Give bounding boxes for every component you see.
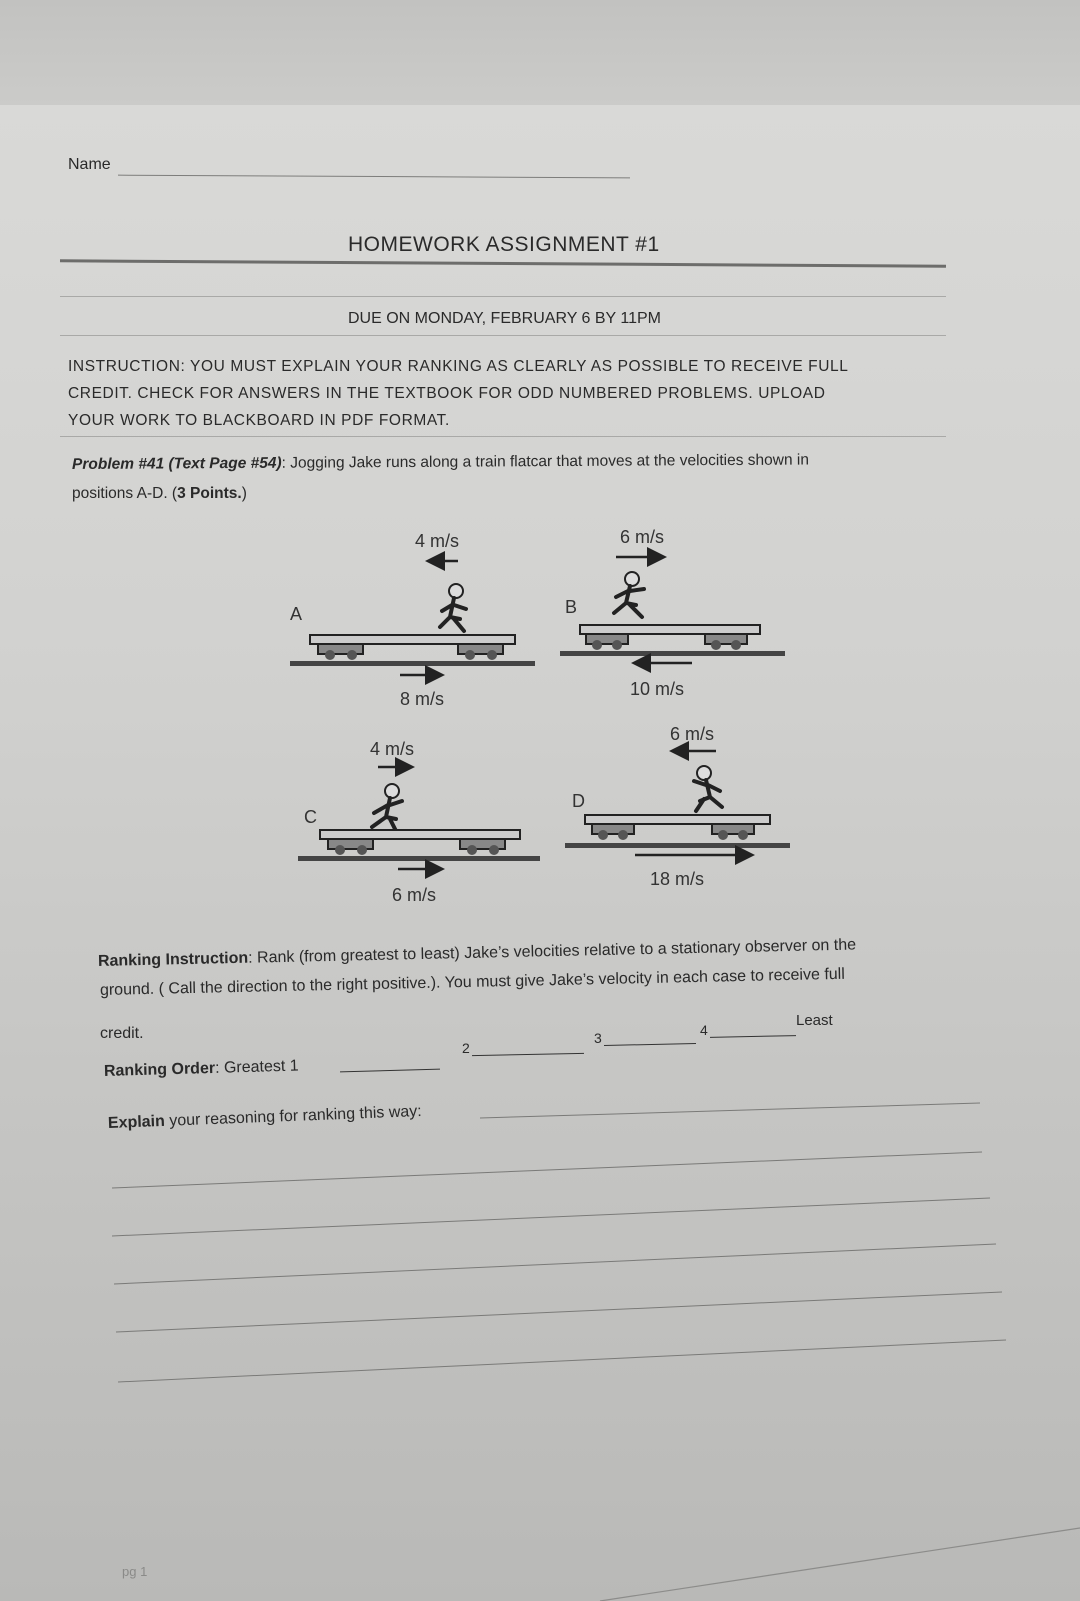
- flatcar-a: [290, 635, 535, 666]
- car-speed-a: 8 m/s: [400, 689, 445, 709]
- due-date: DUE ON MONDAY, FEBRUARY 6 BY 11PM: [348, 310, 661, 327]
- instruction-rule: [60, 436, 946, 437]
- jogger-b: [614, 572, 644, 617]
- explain-prompt: Explain your reasoning for ranking this way:: [107, 1102, 422, 1132]
- jake-speed-b: 6 m/s: [620, 527, 665, 547]
- ranking-instruction-label: Ranking Instruction: [97, 949, 249, 970]
- letter-a: A: [290, 604, 303, 624]
- background-top: [0, 0, 1080, 105]
- instruction-line-2: CREDIT. CHECK FOR ANSWERS IN THE TEXTBOOK FOR ODD NUMBERED PROBLEMS. UPLOAD: [68, 385, 826, 402]
- jogger-d: [694, 766, 722, 811]
- ranking-order-label: Ranking Order: [103, 1059, 216, 1080]
- ranking-instruction-line-2: ground. ( Call the direction to the right positive.). You must give Jake’s velocity in each case to receive full: [99, 965, 845, 999]
- scenario-c: [298, 739, 540, 905]
- ranking-instruction-line-3: credit.: [100, 1025, 144, 1042]
- instruction-line-1: INSTRUCTION: YOU MUST EXPLAIN YOUR RANKING AS CLEARLY AS POSSIBLE TO RECEIVE FULL: [68, 358, 849, 375]
- problem-text-1: : Jogging Jake runs along a train flatcar that moves at the velocities shown in: [281, 451, 809, 472]
- instruction-line-3: YOUR WORK TO BLACKBOARD IN PDF FORMAT.: [68, 412, 450, 429]
- scenario-b: [560, 527, 785, 699]
- letter-c: C: [304, 807, 317, 827]
- car-speed-b: 10 m/s: [630, 679, 685, 699]
- name-label: Name: [68, 156, 111, 173]
- flatcar-c: [298, 830, 540, 861]
- problem-label: Problem #41 (Text Page #54): [71, 454, 282, 473]
- jogger-a: [440, 584, 466, 631]
- rank-number-4: 4: [700, 1022, 708, 1038]
- rank-number-3: 3: [594, 1030, 602, 1046]
- flatcar-diagram: [280, 525, 800, 935]
- car-speed-d: 18 m/s: [650, 869, 705, 889]
- jake-speed-a: 4 m/s: [415, 531, 460, 551]
- car-speed-c: 6 m/s: [392, 885, 437, 905]
- greatest-label: : Greatest 1: [214, 1057, 299, 1077]
- problem-line-2: positions A-D. (3 Points.): [72, 485, 247, 502]
- problem-points: 3 Points.: [177, 485, 242, 502]
- scenario-d: [565, 724, 790, 889]
- letter-b: B: [565, 597, 578, 617]
- page-title: HOMEWORK ASSIGNMENT #1: [348, 233, 660, 256]
- jake-speed-d: 6 m/s: [670, 724, 715, 744]
- flatcar-b: [560, 625, 785, 656]
- flatcar-d: [565, 815, 790, 848]
- scenario-a: [290, 531, 535, 709]
- jake-speed-c: 4 m/s: [370, 739, 415, 759]
- letter-d: D: [572, 791, 585, 811]
- due-top-rule: [60, 296, 946, 297]
- page-number: pg 1: [122, 1564, 148, 1579]
- problem-text-2: positions A-D. (: [72, 485, 178, 502]
- rank-number-2: 2: [462, 1040, 470, 1056]
- jogger-c: [372, 784, 402, 835]
- ranking-instruction-line-1: Ranking Instruction: Rank (from greatest to least) Jake’s velocities relative to a stationary observer on the: [97, 936, 857, 970]
- explain-label: Explain: [107, 1112, 166, 1132]
- least-label: Least: [796, 1012, 833, 1029]
- due-bottom-rule: [60, 335, 946, 336]
